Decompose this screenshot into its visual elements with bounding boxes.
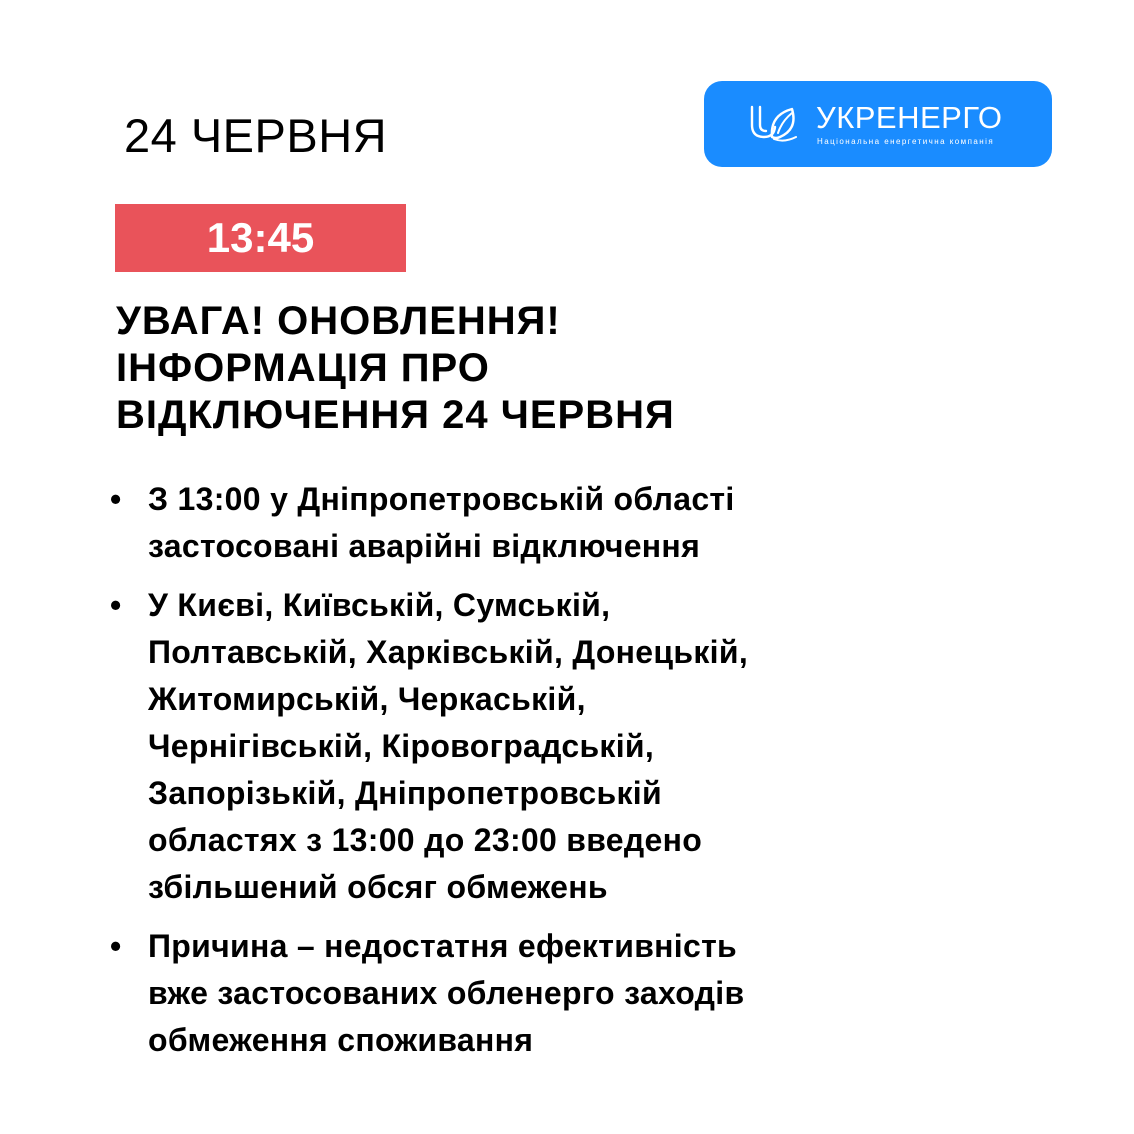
bullet-text-line: Чернігівській, Кіровоградській,: [148, 728, 655, 764]
ukrenergo-logo-icon: [748, 103, 804, 143]
logo-tagline: Національна енергетична компанія: [817, 137, 995, 146]
bullet-item: [110, 582, 870, 911]
headline-line: УВАГА! ОНОВЛЕННЯ!: [116, 299, 561, 343]
bullet-text-line: збільшений обсяг обмежень: [148, 869, 608, 905]
headline-line: ВІДКЛЮЧЕННЯ 24 ЧЕРВНЯ: [116, 393, 675, 437]
bullet-text-line: областях з 13:00 до 23:00 введено: [148, 822, 703, 858]
date-heading: 24 ЧЕРВНЯ: [124, 109, 388, 162]
bullet-text-line: У Києві, Київській, Сумській,: [148, 587, 611, 623]
bullet-item: [110, 923, 870, 1064]
bullet-item: [110, 476, 870, 570]
bullet-dot: •: [110, 587, 122, 623]
time-badge-text: 13:45: [206, 214, 315, 261]
headline: [116, 298, 916, 439]
bullet-text-line: Причина – недостатня ефективність: [148, 928, 738, 964]
bullet-list: [110, 476, 870, 1076]
bullet-text-line: Полтавській, Харківській, Донецькій,: [148, 634, 749, 670]
bullet-text-line: обмеження споживання: [148, 1022, 534, 1058]
bullet-text-line: Запорізькій, Дніпропетровській: [148, 775, 662, 811]
time-badge: [115, 204, 406, 272]
logo-name: УКРЕНЕРГО: [816, 100, 1003, 135]
bullet-dot: •: [110, 481, 122, 517]
bullet-text-line: Житомирській, Черкаській,: [148, 681, 586, 717]
bullet-text-line: застосовані аварійні відключення: [148, 528, 701, 564]
bullet-dot: •: [110, 928, 122, 964]
bullet-text-line: З 13:00 у Дніпропетровській області: [148, 481, 735, 517]
bullet-text-line: вже застосованих обленерго заходів: [148, 975, 745, 1011]
headline-line: ІНФОРМАЦІЯ ПРО: [116, 346, 490, 390]
ukrenergo-logo: [704, 81, 1052, 167]
